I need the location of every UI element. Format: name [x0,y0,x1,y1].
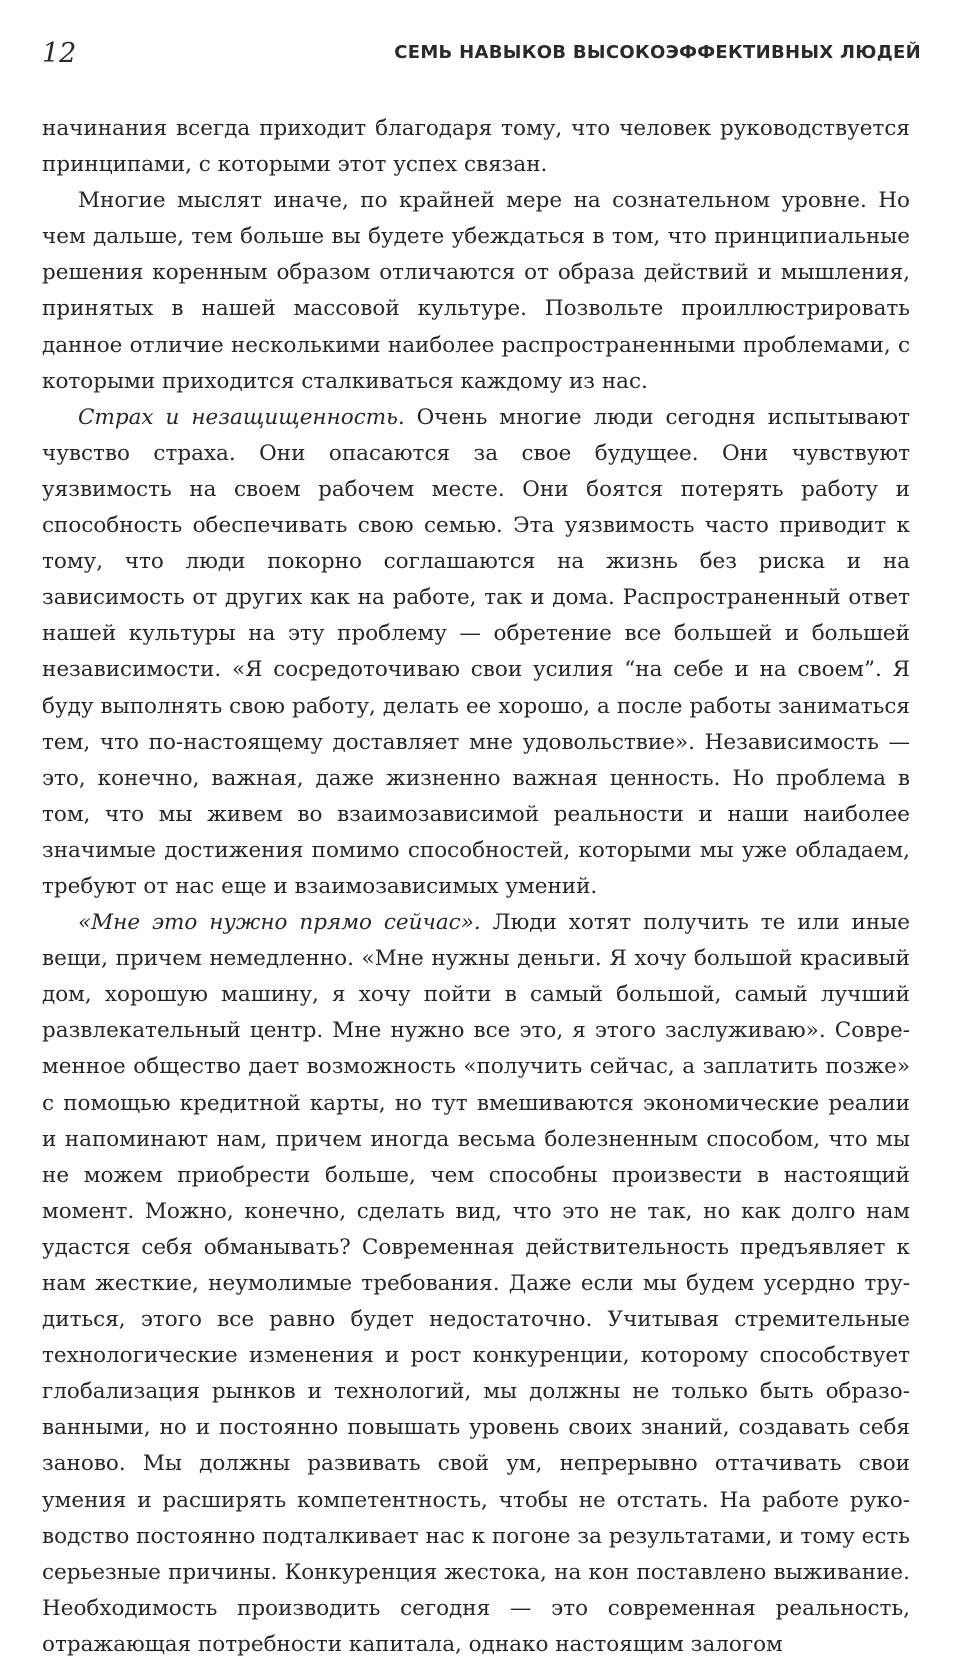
paragraph-1 [42,111,910,183]
paragraph-4-text: Люди хотят получить те или иные вещи, причем немедленно. «Мне нужны деньги. Я хочу большой красивый дом, хорошую машину, я хочу пойти в самый большой, самый лучший развлекательный центр. Мне нужно все это, я этого заслуживаю». Современное общество дает возможность «получить сейчас, а заплатить позже» с помощью кредитной карты, но тут вмешиваются экономические реалии и напоминают нам, причем иногда весьма болезненным способом, что мы не можем приобрести больше, чем способны произвести в настоящий момент. Можно, конечно, сделать вид, что это не так, но как долго нам удастся себя обманывать? Современная действительность предъявляет к нам жесткие, неумолимые требования. Даже если мы будем усердно трудиться, этого все равно будет недостаточно. Учитывая стремительные технологические изменения и рост конкуренции, которому способствует глобализация рынков и технологий, мы должны не только быть образованными, но и постоянно повышать уровень своих знаний, создавать себя заново. Мы должны развивать свой ум, непрерывно оттачивать свои умения и расширять компетентность, чтобы не отстать. На работе руководство постоянно подталкивает нас к погоне за результатами, и тому есть серьезные причины. Конкуренция жестока, на кон поставлено выживание. Необходимость производить сегодня — это современная реальность, отражающая потребности капитала, однако настоящим залогом [42,910,910,1657]
paragraph-3 [42,400,910,905]
paragraph-2-text: Многие мыслят иначе, по крайней мере на сознательном уровне. Но чем дальше, тем больше вы будете убеждаться в том, что принципиальные решения коренным образом отличаются от образа действий и мышления, принятых в нашей массовой культуре. Позвольте проиллюстрировать данное отличие несколькими наиболее распространенными проблемами, с которыми приходится сталкиваться каждому из нас. [42,188,910,394]
body-text [42,111,910,1663]
paragraph-4-lead-in: «Мне это нужно прямо сейчас». [78,910,481,936]
paragraph-3-lead-in: Страх и незащищенность. [78,404,405,430]
paragraph-2 [42,183,910,400]
paragraph-3-text: Очень многие люди сегодня испытывают чувство страха. Они опасаются за свое будущее. Они чувствуют уязвимость на своем рабочем месте. Они боятся потерять работу и способность обеспечивать свою семью. Эта уязвимость часто приводит к тому, что люди покорно соглашаются на жизнь без риска и на зависимость от других как на работе, так и дома. Распространенный ответ нашей культуры на эту проблему — обретение все большей и большей независимости. «Я сосредоточиваю свои усилия “на себе и на своем”. Я буду выполнять свою работу, делать ее хорошо, а после работы заниматься тем, что по-настоящему доставляет мне удовольствие». Независимость — это, конечно, важная, даже жизненно важная ценность. Но проблема в том, что мы живем во взаимозависимой реальности и наши наиболее значимые достижения помимо способностей, которыми мы уже обладаем, требуют от нас еще и взаимозависимых умений. [42,404,910,899]
page-header [42,34,921,74]
paragraph-1-text: начинания всегда приходит благодаря тому, что человек руководствуется принципами, с которыми этот успех связан. [42,116,910,178]
page-number: 12 [42,38,77,69]
paragraph-4 [42,905,910,1663]
running-title: СЕМЬ НАВЫКОВ ВЫСОКОЭФФЕКТИВНЫХ ЛЮДЕЙ [394,42,921,63]
